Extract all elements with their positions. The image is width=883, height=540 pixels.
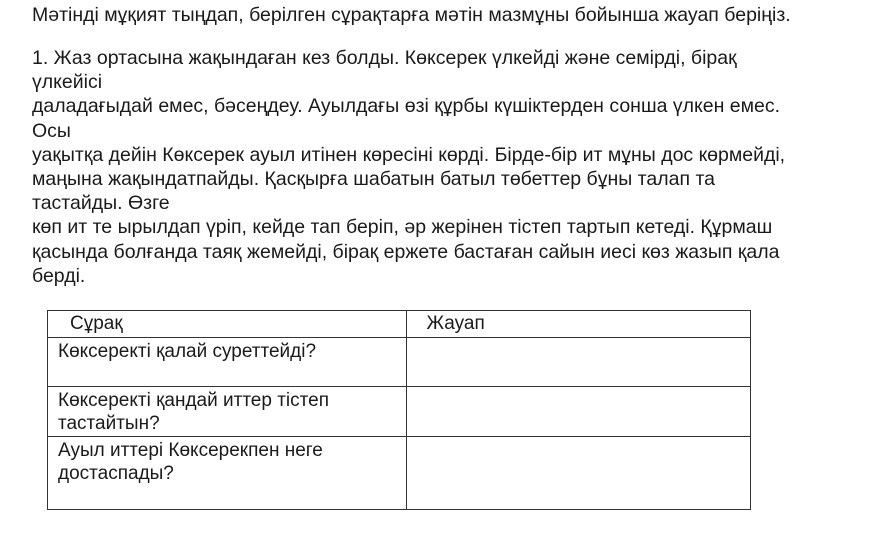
question-answer-table [47, 310, 751, 510]
passage-line: даладағыдай емес, бәсеңдеу. Ауылдағы өзі құрбы күшіктерден сонша үлкен емес. [32, 95, 781, 118]
table-row [48, 338, 751, 387]
passage-text [32, 46, 877, 288]
answer-cell[interactable] [406, 387, 751, 437]
passage-line: тастайды. Өзге [32, 192, 170, 215]
question-cell: Ауыл иттері Көксерекпен неге достаспады? [48, 437, 407, 510]
passage-line: Осы [32, 119, 71, 142]
answer-cell[interactable] [406, 437, 751, 510]
answer-cell[interactable] [406, 338, 751, 387]
question-column-header: Сұрақ [48, 311, 407, 338]
passage-line: үлкейісі [32, 71, 103, 94]
passage-line: маңына жақындатпайды. Қасқырға шабатын батыл төбеттер бұны талап та [32, 168, 715, 191]
table-row [48, 437, 751, 510]
question-cell: Көксеректі қандай иттер тістеп тастайтын? [48, 387, 407, 437]
table-header-row [48, 311, 751, 338]
passage-line: көп ит те ырылдап үріп, кейде тап беріп, әр жерінен тістеп тартып кетеді. Құрмаш [32, 216, 773, 239]
passage-line: берді. [32, 264, 86, 287]
passage-line: қасында болғанда таяқ жемейді, бірақ ержете бастаған сайын иесі көз жазып қала [32, 240, 780, 263]
instruction-text: Мәтінді мұқият тыңдап, берілген сұрақтарға мәтін мазмұны бойынша жауап беріңіз. [32, 4, 791, 26]
answer-column-header: Жауап [406, 311, 751, 338]
passage-line: 1. Жаз ортасына жақындаған кез болды. Көксерек үлкейді және семірді, бірақ [32, 47, 737, 69]
table-row [48, 387, 751, 437]
passage-line: уақытқа дейін Көксерек ауыл итінен көресіні көрді. Бірде-бір ит мұны дос көрмейді, [32, 143, 786, 166]
question-cell: Көксеректі қалай суреттейді? [48, 338, 407, 387]
